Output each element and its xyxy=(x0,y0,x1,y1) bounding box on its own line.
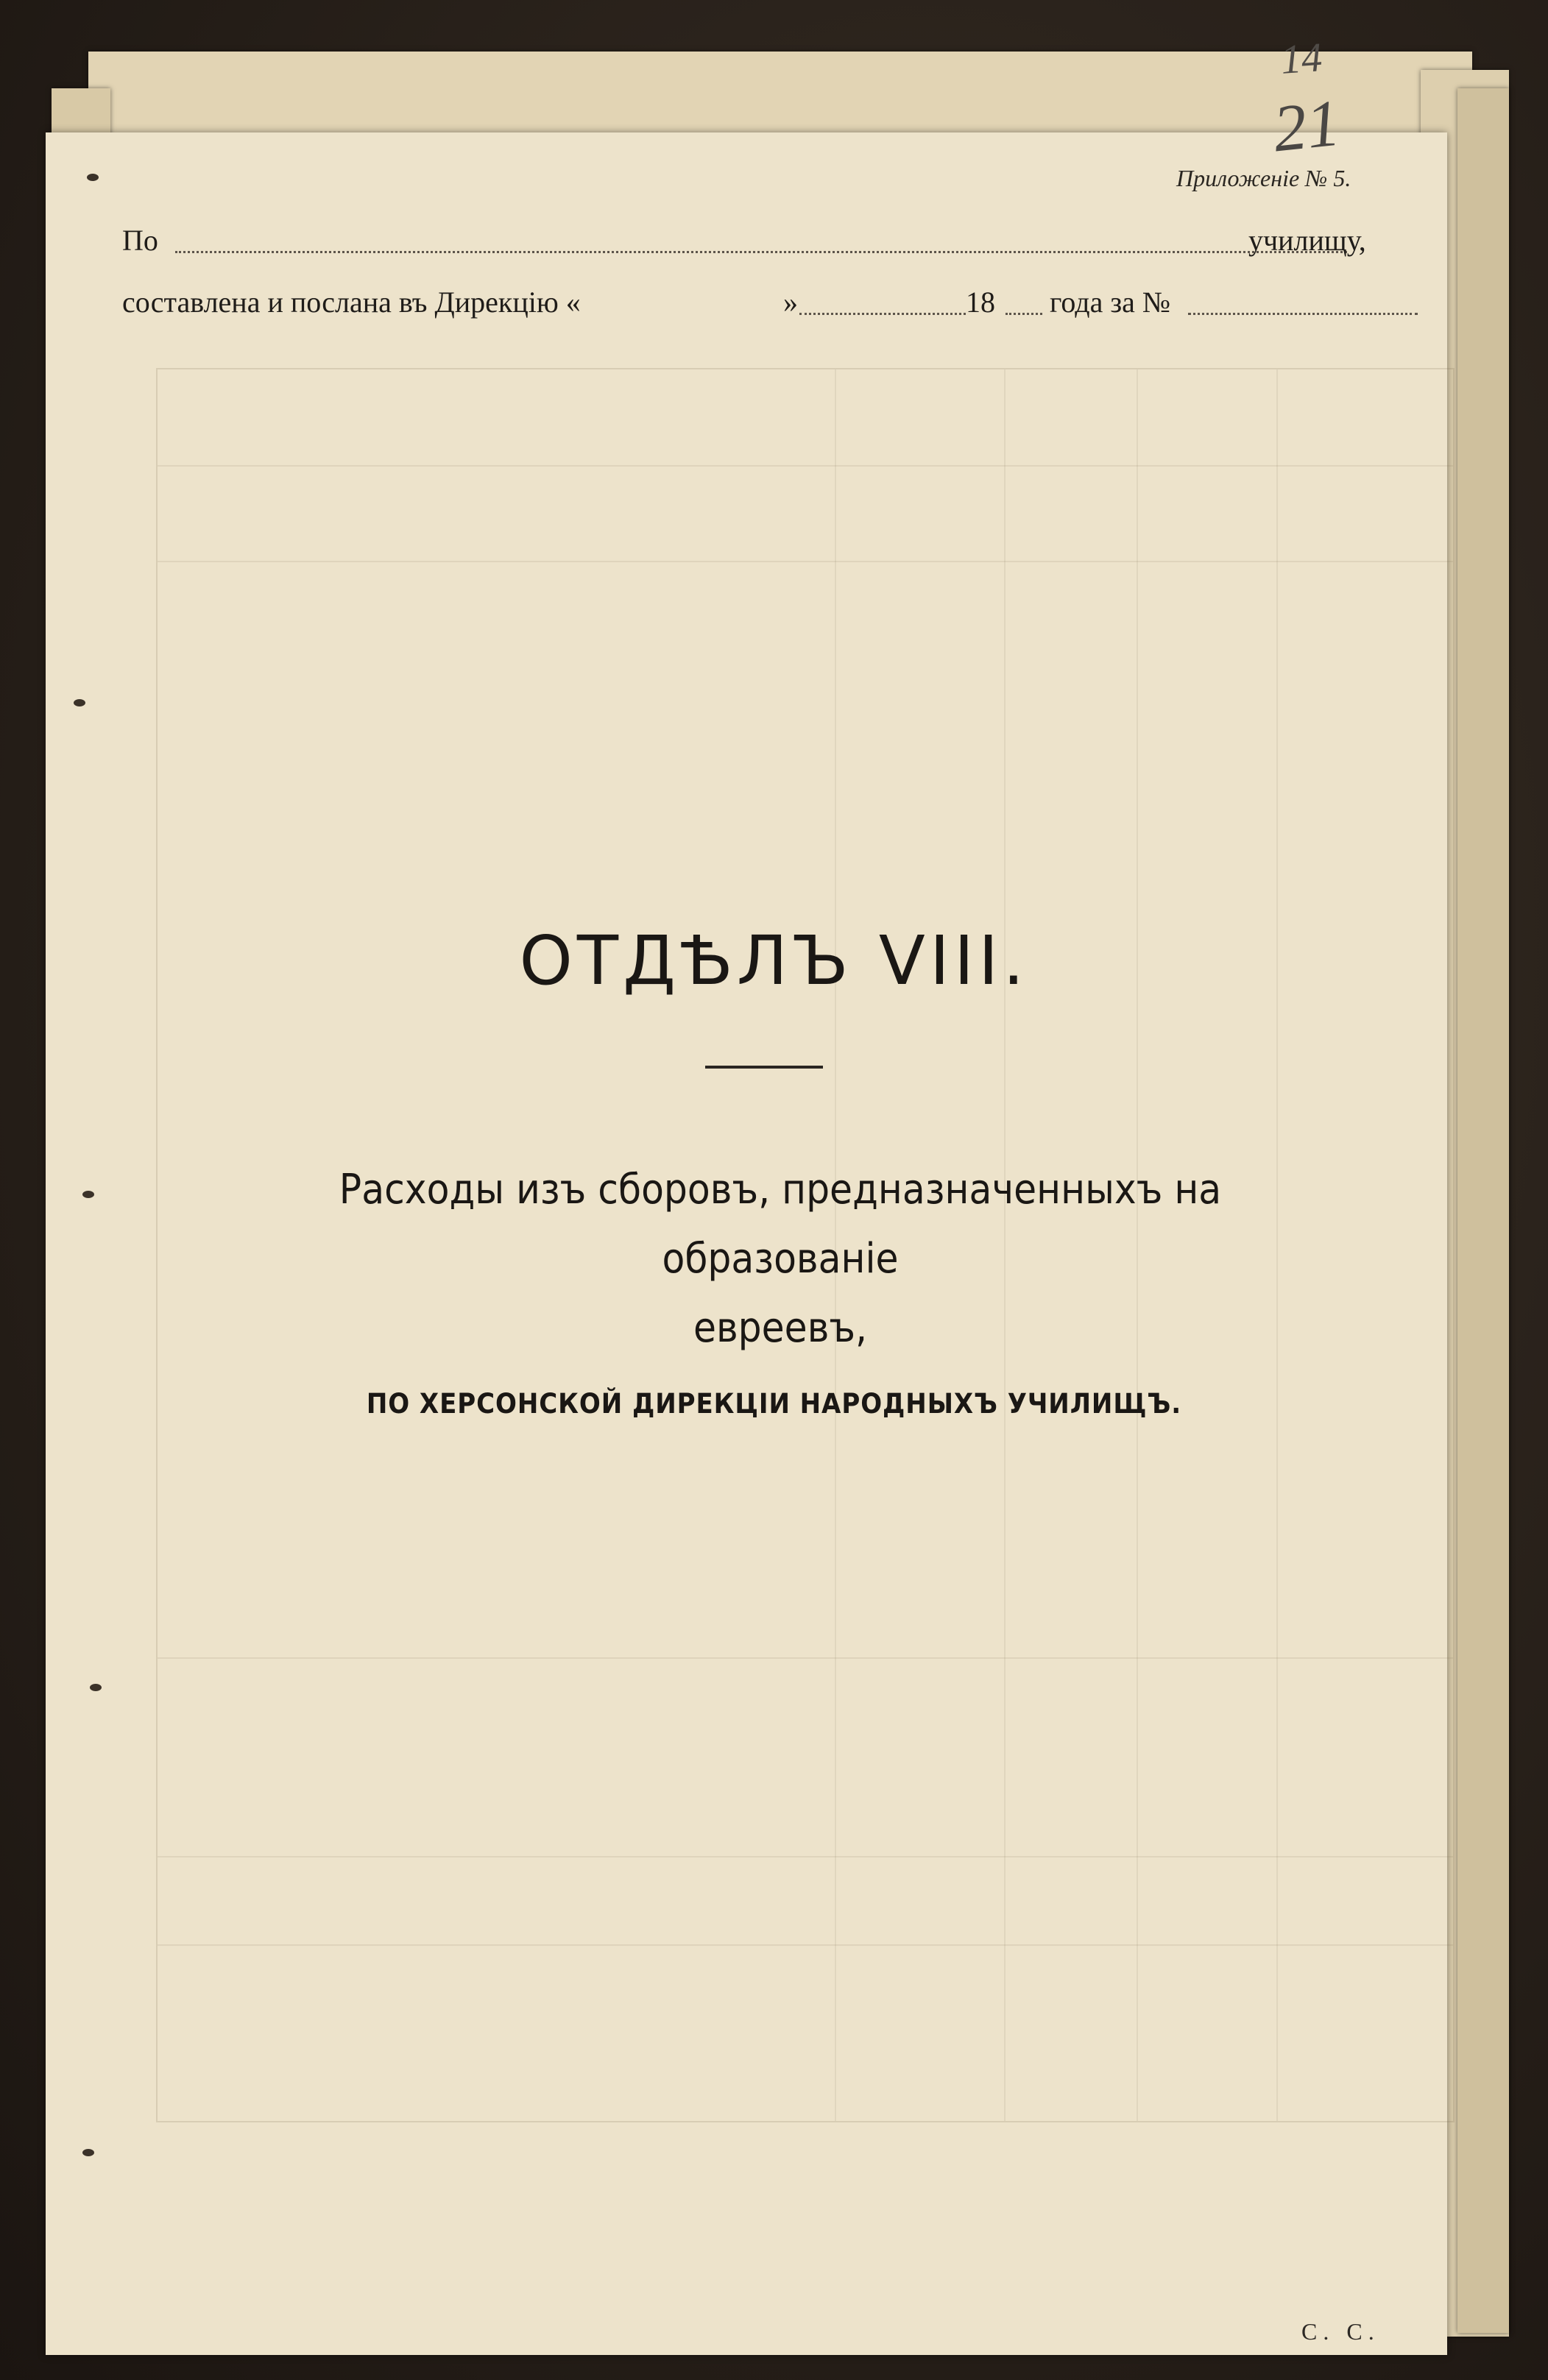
appendix-label: Приложенiе № 5. xyxy=(1176,165,1351,191)
top-margin-handwritten-number: 14 xyxy=(1279,35,1324,83)
binding-hole xyxy=(82,1191,94,1198)
form-label-quote-close: » xyxy=(783,286,798,319)
form-line-submission xyxy=(122,283,1418,324)
underlying-page-right-edge-2 xyxy=(1457,88,1509,2333)
blank-date xyxy=(799,313,966,315)
section-subtitle xyxy=(230,1155,1330,1363)
form-line-school xyxy=(122,221,1418,262)
form-label-year: 18 xyxy=(966,286,995,319)
section-title: ОТДѢЛЪ VIII. xyxy=(519,921,1029,1000)
blank-number xyxy=(1188,313,1418,315)
handwritten-page-number: 21 xyxy=(1270,86,1343,166)
title-divider xyxy=(705,1066,823,1069)
blank-school-name xyxy=(175,251,1347,253)
form-label-year-for-number: года за № xyxy=(1050,286,1171,319)
binding-hole xyxy=(74,699,85,706)
binding-hole xyxy=(90,1684,102,1691)
directorate-line: ПО ХЕРСОНСКОЙ ДИРЕКЦIИ НАРОДНЫХЪ УЧИЛИЩЪ. xyxy=(366,1388,1182,1420)
footer-initials: С. С. xyxy=(1301,2318,1380,2345)
form-label-submitted: составлена и послана въ Дирекцiю « xyxy=(122,286,581,319)
blank-year xyxy=(1006,313,1042,315)
subtitle-line-1: Расходы изъ сборовъ, предназначенныхъ на образованiе xyxy=(339,1166,1222,1283)
form-label-school: училищу, xyxy=(1248,224,1366,257)
binding-hole xyxy=(87,174,99,181)
form-label-po: По xyxy=(122,224,158,257)
subtitle-line-2: евреевъ, xyxy=(693,1304,868,1352)
binding-hole xyxy=(82,2149,94,2156)
